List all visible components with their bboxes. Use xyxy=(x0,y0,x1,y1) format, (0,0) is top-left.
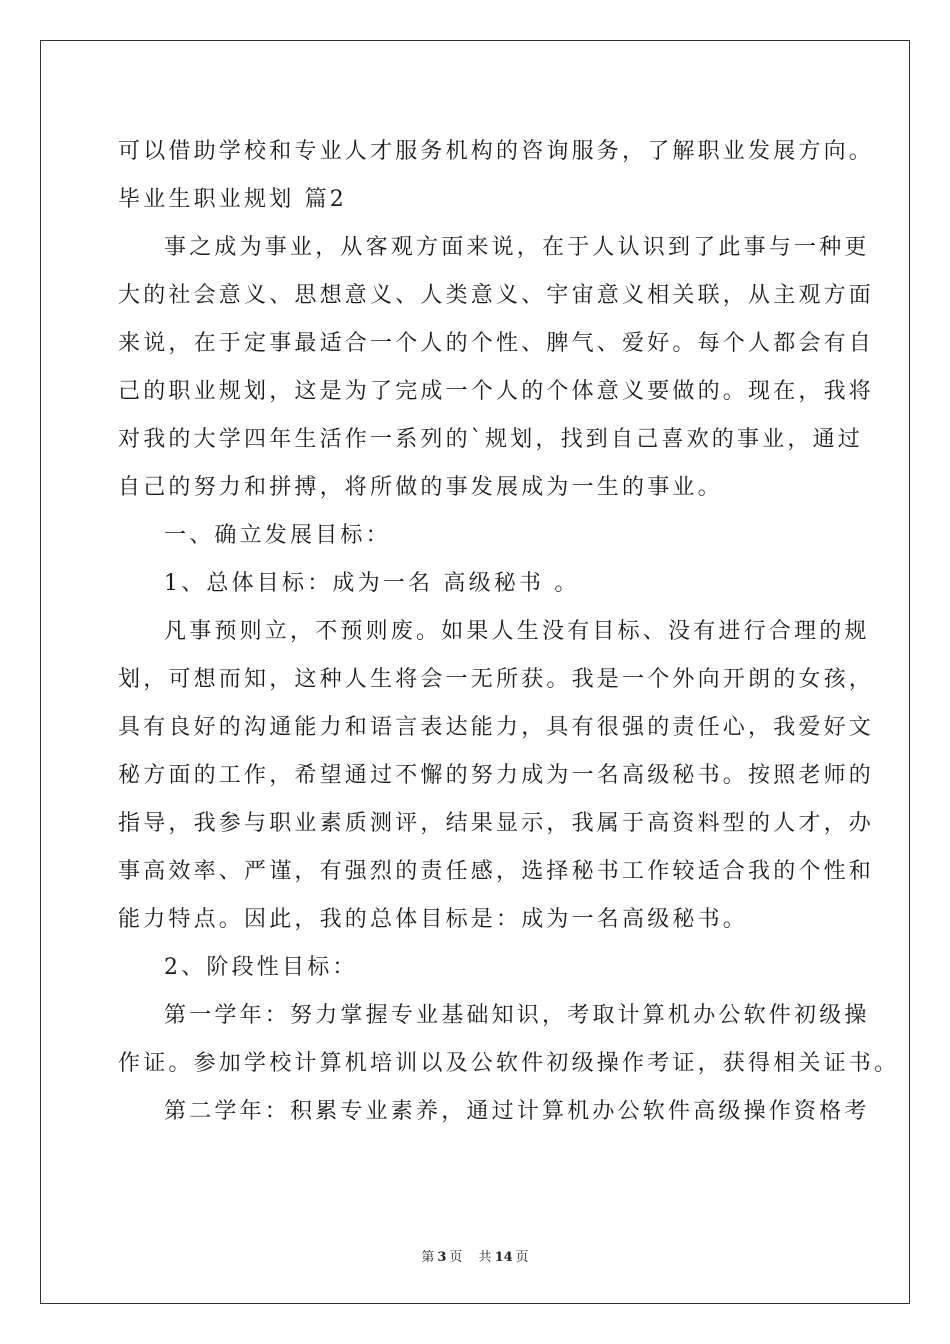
text-line: 凡事预则立，不预则废。如果人生没有目标、没有进行合理的规 xyxy=(164,619,870,644)
total-num: 14 xyxy=(494,1250,513,1265)
text-line: 具有良好的沟通能力和语言表达能力，具有很强的责任心，我爱好文 xyxy=(118,715,875,740)
total-suffix: 页 xyxy=(515,1250,529,1265)
text-line: 己的职业规划，这是为了完成一个人的个体意义要做的。现在，我将 xyxy=(118,379,875,404)
page-footer xyxy=(0,1246,950,1265)
text-line: 事之成为事业，从客观方面来说，在于人认识到了此事与一种更 xyxy=(164,235,870,260)
text-line: 秘方面的工作，希望通过不懈的努力成为一名高级秘书。按照老师的 xyxy=(118,763,875,788)
page-number xyxy=(418,1250,465,1265)
text-line: 作证。参加学校计算机培训以及公软件初级操作考证，获得相关证书。 xyxy=(118,1051,900,1076)
text-line: 大的社会意义、思想意义、人类意义、宇宙意义相关联，从主观方面 xyxy=(118,283,875,308)
text-line: 自己的努力和拼搏，将所做的事发展成为一生的事业。 xyxy=(118,475,723,500)
text-line: 能力特点。因此，我的总体目标是：成为一名高级秘书。 xyxy=(118,907,749,932)
page-total xyxy=(476,1250,532,1265)
subheading: 2、阶段性目标： xyxy=(164,955,358,980)
document-body xyxy=(118,128,900,1136)
page-suffix: 页 xyxy=(449,1250,463,1265)
section-heading: 毕业生职业规划 篇2 xyxy=(118,187,347,212)
text-line: 第二学年：积累专业素养，通过计算机办公软件高级操作资格考 xyxy=(164,1099,870,1124)
text-line: 第一学年：努力掌握专业基础知识，考取计算机办公软件初级操 xyxy=(164,1003,870,1028)
text-line: 事高效率、严谨，有强烈的责任感，选择秘书工作较适合我的个性和 xyxy=(118,859,875,884)
text-line: 对我的大学四年生活作一系列的`规划，找到自己喜欢的事业，通过 xyxy=(118,427,864,452)
subheading: 1、总体目标：成为一名 高级秘书 。 xyxy=(164,571,580,596)
text-line: 可以借助学校和专业人才服务机构的咨询服务，了解职业发展方向。 xyxy=(118,139,875,164)
subheading: 一、确立发展目标： xyxy=(164,523,391,548)
text-line: 指导，我参与职业素质测评，结果显示，我属于高资料型的人才，办 xyxy=(118,811,875,836)
page-prefix: 第 xyxy=(421,1250,435,1265)
total-prefix: 共 xyxy=(478,1250,492,1265)
page-num: 3 xyxy=(437,1250,447,1265)
text-line: 来说，在于定事最适合一个人的个性、脾气、爱好。每个人都会有自 xyxy=(118,331,875,356)
text-line: 划，可想而知，这种人生将会一无所获。我是一个外向开朗的女孩， xyxy=(118,667,875,692)
